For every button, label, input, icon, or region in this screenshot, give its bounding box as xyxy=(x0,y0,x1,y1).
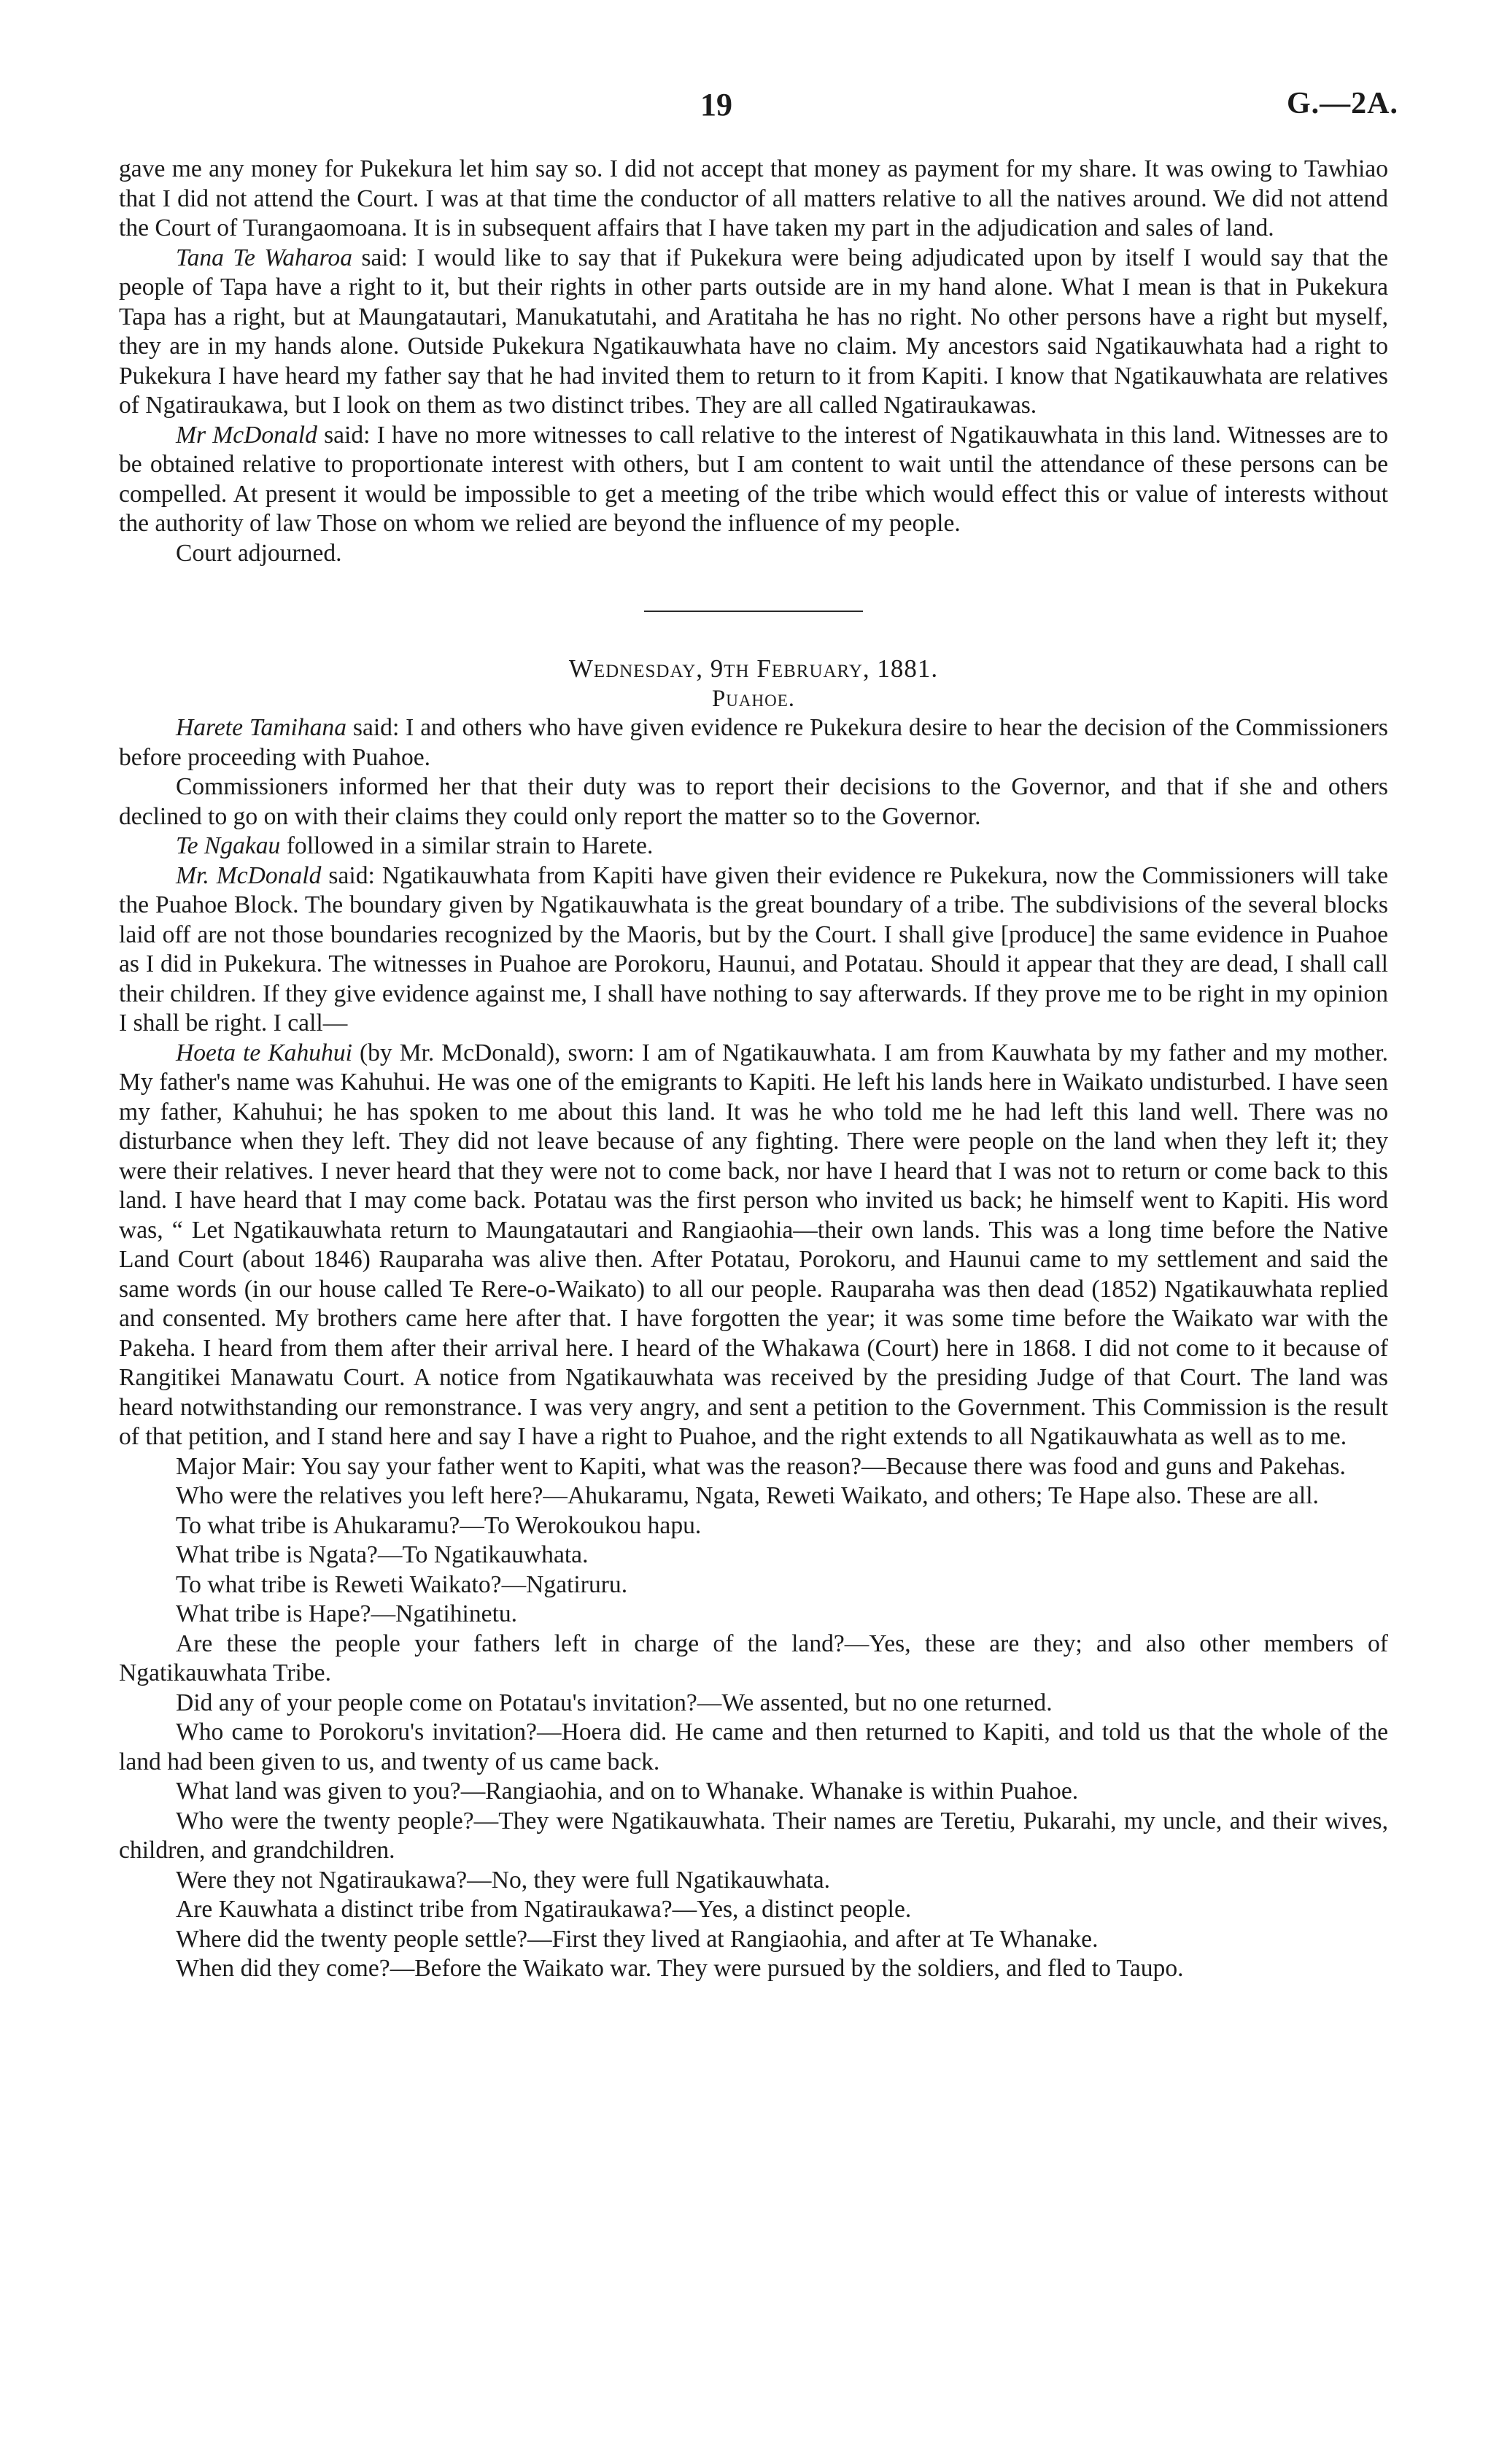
paragraph xyxy=(119,1570,1388,1600)
paragraph-text: (by Mr. McDonald), sworn: I am of Ngatikauwhata. I am from Kauwhata by my father and my mother. My father's name was Kahuhui. He was one of the emigrants to Kapiti. He left his lands here in Waikato undisturbed. I have seen my father, Kahuhui; he has spoken to me about this land. It was he who told me he had left this land well. There was no disturbance when they left. They did not leave because of any fighting. There were people on the land when they left it; they were their relatives. I never heard that they were not to come back, nor have I heard that I was not to return or come back to this land. I have heard that I may come back. Potatau was the first person who invited us back; he himself went to Kapiti. His word was, “ Let Ngatikauwhata return to Maungatautari and Rangiaohia—their own lands. This was a long time before the Native Land Court (about 1846) Rauparaha was alive then. After Potatau, Porokoru, and Haunui came to my settlement and said the same words (in our house called Te Rere-o-Waikato) to all our people. Rauparaha was then dead (1852) Ngatikauwhata replied and consented. My brothers came here after that. I have forgotten the year; it was some time before the Waikato war with the Pakeha. I heard from them after their arrival here. I heard of the Whakawa (Court) here in 1868. I did not come to it because of Rangitikei Manawatu Court. A notice from Ngatikauwhata was received by the presiding Judge of that Court. The land was heard notwithstanding our remonstrance. I was very angry, and sent a petition to the Government. This Commission is the result of that petition, and I stand here and say I have a right to Puahoe, and the right extends to all Ngatikauwhata as well as to me. xyxy=(119,1039,1388,1450)
paragraph xyxy=(119,1777,1388,1807)
paragraph xyxy=(119,832,1388,861)
section-divider xyxy=(644,611,863,612)
paragraph-text: Are Kauwhata a distinct tribe from Ngatiraukawa?—Yes, a distinct people. xyxy=(176,1896,912,1923)
paragraph-text: When did they come?—Before the Waikato war. They were pursued by the soldiers, and fled to Taupo. xyxy=(176,1955,1184,1982)
paragraph-text: Court adjourned. xyxy=(176,539,342,567)
paragraph-text: What tribe is Hape?—Ngatihinetu. xyxy=(176,1600,518,1627)
document-reference: G.—2A. xyxy=(1287,87,1398,120)
speaker-name: Mr McDonald xyxy=(176,421,317,449)
paragraph xyxy=(119,1925,1388,1955)
page-number: 19 xyxy=(700,87,732,123)
paragraph xyxy=(119,1807,1388,1866)
paragraph-text: said: I and others who have given evidence re Pukekura desire to hear the decision of the Commissioners before proceeding with Puahoe. xyxy=(119,714,1388,771)
paragraph-text: To what tribe is Ahukaramu?—To Werokoukou hapu. xyxy=(176,1511,702,1539)
paragraph-text: Did any of your people come on Potatau's invitation?—We assented, but no one returned. xyxy=(176,1689,1053,1716)
paragraph-text: Were they not Ngatiraukawa?—No, they were full Ngatikauwhata. xyxy=(176,1866,831,1894)
paragraph xyxy=(119,1541,1388,1570)
paragraph xyxy=(119,1452,1388,1482)
paragraph xyxy=(119,1511,1388,1541)
paragraph-text: gave me any money for Pukekura let him say so. I did not accept that money as payment for my share. It was owing to Tawhiao that I did not attend the Court. I was at that time the conductor of all matters relative to all the natives around. We did not attend the Court of Turangaomoana. It is in subsequent affairs that I have taken my part in the adjudication and sales of land. xyxy=(119,155,1388,241)
paragraph-text: followed in a similar strain to Harete. xyxy=(280,832,654,859)
speaker-name: Mr. McDonald xyxy=(176,861,322,889)
paragraph xyxy=(119,772,1388,832)
paragraph xyxy=(119,1689,1388,1719)
paragraph-text: What land was given to you?—Rangiaohia, and on to Whanake. Whanake is within Puahoe. xyxy=(176,1778,1079,1805)
paragraph xyxy=(119,539,1388,569)
paragraph-text: What tribe is Ngata?—To Ngatikauwhata. xyxy=(176,1541,589,1568)
paragraph-text: To what tribe is Reweti Waikato?—Ngatiruru. xyxy=(176,1570,628,1598)
speaker-name: Tana Te Waharoa xyxy=(176,244,352,271)
paragraph xyxy=(119,1039,1388,1452)
speaker-name: Harete Tamihana xyxy=(176,714,346,741)
paragraph xyxy=(119,1481,1388,1511)
speaker-name: Te Ngakau xyxy=(176,832,281,859)
paragraph xyxy=(119,1718,1388,1777)
paragraph xyxy=(119,1866,1388,1896)
paragraph xyxy=(119,1895,1388,1925)
page-body xyxy=(119,155,1388,1984)
page-header xyxy=(0,86,1499,130)
paragraph-text: Major Mair: You say your father went to Kapiti, what was the reason?—Because there was food and guns and Pakehas. xyxy=(176,1452,1346,1480)
paragraph-text: Who were the twenty people?—They were Ngatikauwhata. Their names are Teretiu, Pukarahi, my uncle, and their wives, children, and grandchildren. xyxy=(119,1807,1388,1864)
paragraph xyxy=(119,1954,1388,1984)
paragraph xyxy=(119,155,1388,244)
paragraph xyxy=(119,244,1388,421)
paragraph-text: Where did the twenty people settle?—First they lived at Rangiaohia, and after at Te Whanake. xyxy=(176,1925,1099,1953)
paragraph-text: said: Ngatikauwhata from Kapiti have given their evidence re Pukekura, now the Commissioners will take the Puahoe Block. The boundary given by Ngatikauwhata is the great boundary of a tribe. The subdivisions of the several blocks laid off are not those boundaries recognized by the Maoris, but by the Court. I shall give [produce] the same evidence in Puahoe as I did in Pukekura. The witnesses in Puahoe are Porokoru, Haunui, and Potatau. Should it appear that they are dead, I shall call their children. If they give evidence against me, I shall have nothing to say afterwards. If they prove me to be right in my opinion I shall be right. I call— xyxy=(119,861,1388,1037)
paragraph-text: said: I would like to say that if Pukekura were being adjudicated upon by itself I would say that the people of Tapa have a right to it, but their rights in other parts outside are in my hand alone. What I mean is that in Pukekura Tapa has a right, but at Maungatautari, Manukatutahi, and Aratitaha he has no right. No other persons have a right but myself, they are in my hands alone. Outside Pukekura Ngatikauwhata have no claim. My ancestors said Ngatikauwhata had a right to Pukekura I have heard my father say that he had invited them to return to it from Kapiti. I know that Ngatikauwhata are relatives of Ngatiraukawa, but I look on them as two distinct tribes. They are all called Ngatiraukawas. xyxy=(119,244,1388,419)
session-continuation xyxy=(119,155,1388,568)
paragraph-text: Who were the relatives you left here?—Ahukaramu, Ngata, Reweti Waikato, and others; Te Hape also. These are all. xyxy=(176,1482,1319,1509)
paragraph xyxy=(119,713,1388,772)
paragraph xyxy=(119,1600,1388,1630)
date-heading: Wednesday, 9th February, 1881. xyxy=(568,654,939,683)
paragraph-text: Commissioners informed her that their duty was to report their decisions to the Governor, and that if she and others declined to go on with their claims they could only report the matter so to the Governor. xyxy=(119,773,1388,830)
paragraph xyxy=(119,1630,1388,1689)
paragraph-text: Who came to Porokoru's invitation?—Hoera did. He came and then returned to Kapiti, and told us that the whole of the land had been given to us, and twenty of us came back. xyxy=(119,1719,1388,1775)
puahoe-proceedings xyxy=(119,713,1388,1984)
block-heading: Puahoe. xyxy=(711,685,796,712)
paragraph xyxy=(119,421,1388,539)
paragraph-text: said: I have no more witnesses to call relative to the interest of Ngatikauwhata in this land. Witnesses are to be obtained relative to proportionate interest with others, but I am content to wait until the attendance of these persons can be compelled. At present it would be impossible to get a meeting of the tribe which would effect this or value of interests without the authority of law Those on whom we relied are beyond the influence of my people. xyxy=(119,421,1389,537)
paragraph xyxy=(119,861,1388,1039)
paragraph-text: Are these the people your fathers left in charge of the land?—Yes, these are they; and also other members of Ngatikauwhata Tribe. xyxy=(119,1630,1388,1686)
speaker-name: Hoeta te Kahuhui xyxy=(176,1039,352,1066)
